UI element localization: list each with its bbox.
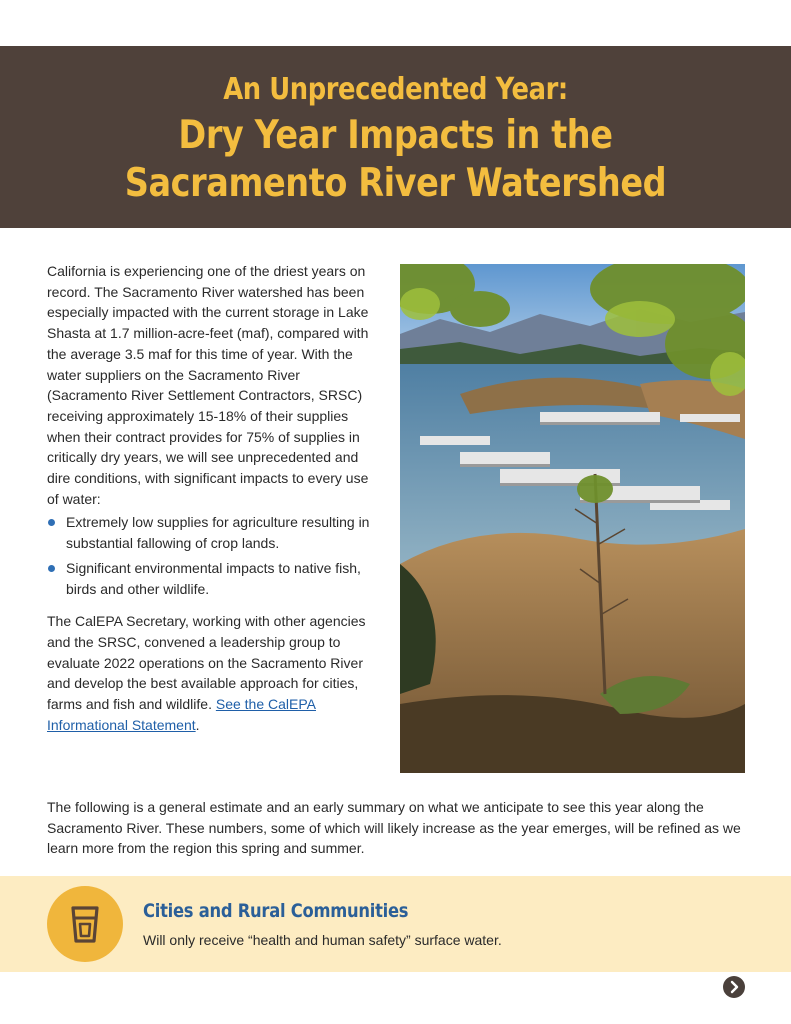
page-title-line-1: Dry Year Impacts in the — [178, 113, 613, 158]
leadership-text: The CalEPA Secretary, working with other agencies and the SRSC, convened a leadership group to evaluate 2022 operations on the Sacramento River and develop the best available approach for cities, farms and fish and wildlife. — [47, 613, 366, 713]
impact-list-item — [47, 558, 377, 599]
bullet-icon — [48, 519, 55, 526]
water-glass-icon — [47, 886, 123, 962]
summary-paragraph: The following is a general estimate and an early summary on what we anticipate to see this year along the Sacramento River. These numbers, some of which will likely increase as the year emerges, will be refined as we learn more from the region this spring and summer. — [47, 799, 741, 857]
header-kicker: An Unprecedented Year: — [223, 72, 568, 107]
page-title-line-2: Sacramento River Watershed — [124, 161, 667, 206]
impact-list-item — [47, 512, 377, 553]
next-page-button[interactable] — [723, 976, 745, 998]
chevron-right-icon — [723, 976, 745, 998]
header-banner — [0, 46, 791, 228]
bullet-icon — [48, 565, 55, 572]
impact-text: Significant environmental impacts to native fish, birds and other wildlife. — [66, 559, 361, 597]
callout-title: Cities and Rural Communities — [143, 900, 409, 922]
page-title — [55, 112, 735, 208]
impact-text: Extremely low supplies for agriculture resulting in substantial fallowing of crop lands. — [66, 514, 370, 552]
link-suffix: . — [195, 716, 200, 733]
intro-column — [47, 261, 377, 735]
cities-callout — [0, 876, 791, 972]
lake-shasta-photo — [400, 264, 745, 773]
intro-paragraph: California is experiencing one of the driest years on record. The Sacramento River watershed has been especially impacted with the current storage in Lake Shasta at 1.7 million-acre-feet (maf), compared with the average 3.5 maf for this time of year. With the water suppliers on the Sacramento River (Sacramento River Settlement Contractors, SRSC) receiving approximately 15-18% of their supplies when their contract provides for 75% of supplies in critically dry years, we will see unprecedented and dire conditions, with significant impacts to every use of water: — [47, 263, 369, 507]
impact-list — [47, 512, 377, 599]
leadership-paragraph — [47, 611, 377, 735]
calepa-statement-link[interactable]: See the CalEPA Informational Statement — [47, 696, 316, 733]
callout-text: Will only receive “health and human safety” surface water. — [143, 932, 502, 948]
